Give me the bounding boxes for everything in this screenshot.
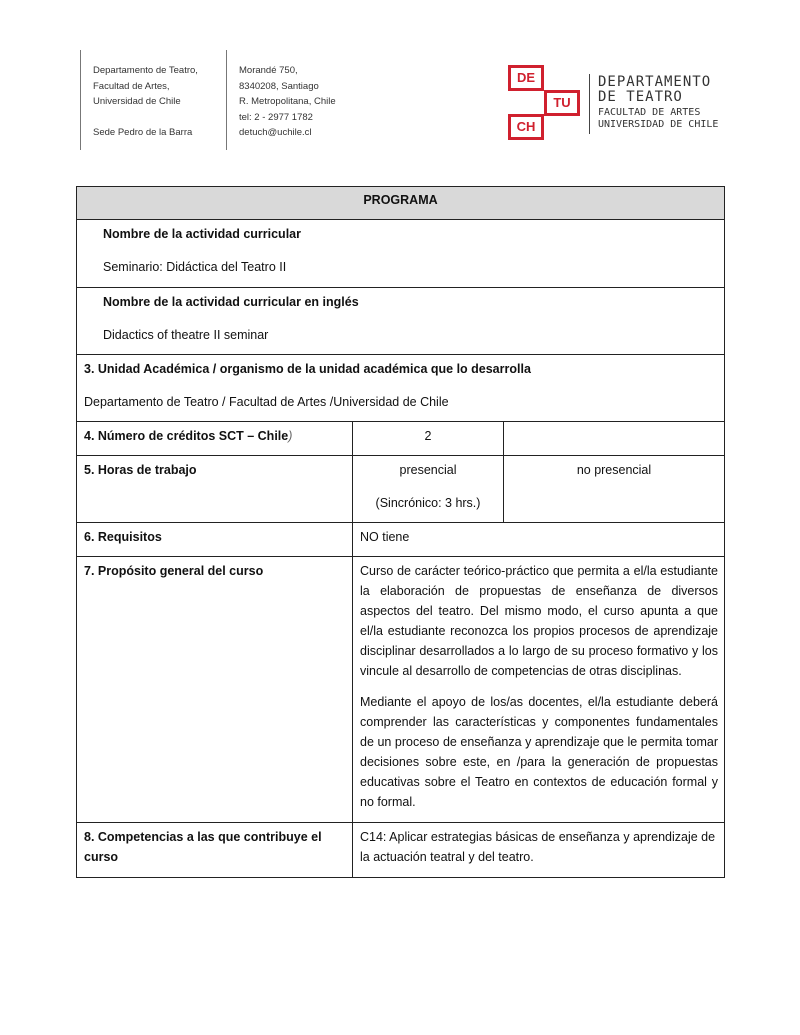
table-row bbox=[77, 220, 725, 288]
table-row bbox=[77, 288, 725, 355]
org-line: Facultad de Artes, bbox=[93, 80, 170, 92]
logo-subtitle: FACULTAD DE ARTES bbox=[598, 107, 701, 118]
field-label: Nombre de la actividad curricular en inglés bbox=[103, 295, 359, 309]
table-row bbox=[77, 355, 725, 422]
letterhead-org bbox=[93, 63, 198, 140]
logo-box: DE bbox=[508, 65, 544, 91]
purpose-paragraph: Mediante el apoyo de los/as docentes, el/la estudiante deberá comprender las características y componentes fundamentales de un proceso de enseñanza y aprendizaje que le permita tomar decisiones sobre este, en /para la generación de propuestas educativas sobre el Teatro en contextos de educación formal y no formal. bbox=[360, 695, 718, 809]
phone: tel: 2 - 2977 1782 bbox=[239, 111, 313, 123]
table-row bbox=[77, 523, 725, 557]
field-label: 8. Competencias a las que contribuye el curso bbox=[77, 823, 353, 878]
table-row bbox=[77, 823, 725, 878]
field-label: 5. Horas de trabajo bbox=[77, 456, 353, 523]
field-value: C14: Aplicar estrategias básicas de enseñanza y aprendizaje de la actuación teatral y del teatro. bbox=[353, 823, 725, 878]
hours-sync: (Sincrónico: 3 hrs.) bbox=[375, 496, 481, 510]
empty-cell bbox=[504, 422, 725, 456]
field-label: 6. Requisitos bbox=[77, 523, 353, 557]
logo-title: DEPARTAMENTO bbox=[598, 74, 712, 90]
program-table bbox=[76, 186, 725, 878]
field-label: 4. Número de créditos SCT – Chile bbox=[84, 429, 289, 443]
logo-divider bbox=[589, 74, 590, 134]
credits-value: 2 bbox=[353, 422, 504, 456]
logo-box: TU bbox=[544, 90, 580, 116]
field-label: Nombre de la actividad curricular bbox=[103, 227, 301, 241]
address-line: Morandé 750, bbox=[239, 65, 298, 76]
address-line: 8340208, Santiago bbox=[239, 80, 319, 92]
field-value: Didactics of theatre II seminar bbox=[103, 328, 269, 342]
email: detuch@uchile.cl bbox=[239, 127, 312, 138]
field-value: NO tiene bbox=[353, 523, 725, 557]
field-label: 7. Propósito general del curso bbox=[77, 557, 353, 823]
hours-no-presencial: no presencial bbox=[504, 456, 725, 523]
org-line: Universidad de Chile bbox=[93, 96, 181, 107]
letterhead-address bbox=[239, 63, 336, 141]
divider bbox=[226, 50, 227, 150]
table-row bbox=[77, 456, 725, 523]
field-label: 3. Unidad Académica / organismo de la unidad académica que lo desarrolla bbox=[84, 362, 531, 376]
field-value: Departamento de Teatro / Facultad de Artes /Universidad de Chile bbox=[84, 395, 449, 409]
divider bbox=[80, 50, 81, 150]
stray-paren: ) bbox=[288, 429, 293, 443]
org-line: Departamento de Teatro, bbox=[93, 65, 198, 76]
hours-presencial: presencial bbox=[399, 463, 457, 477]
table-row bbox=[77, 422, 725, 456]
table-row bbox=[77, 557, 725, 823]
logo-subtitle: UNIVERSIDAD DE CHILE bbox=[598, 119, 719, 130]
field-value: Seminario: Didáctica del Teatro II bbox=[103, 260, 287, 274]
address-line: R. Metropolitana, Chile bbox=[239, 96, 336, 107]
sede: Sede Pedro de la Barra bbox=[93, 126, 193, 138]
purpose-paragraph: Curso de carácter teórico-práctico que permita a el/la estudiante la elaboración de propuestas de enseñanza de diversos aspectos del teatro. Del mismo modo, el curso apunta a que el/la estudiante reconozca los propios procesos de aprendizaje disciplinar desarrollados a lo largo de su proceso formativo y los vincule al desarrollo de competencias de otras disciplinas. bbox=[360, 564, 718, 678]
table-header: PROGRAMA bbox=[77, 187, 725, 220]
logo-box: CH bbox=[508, 114, 544, 140]
logo-title: DE TEATRO bbox=[598, 89, 683, 105]
